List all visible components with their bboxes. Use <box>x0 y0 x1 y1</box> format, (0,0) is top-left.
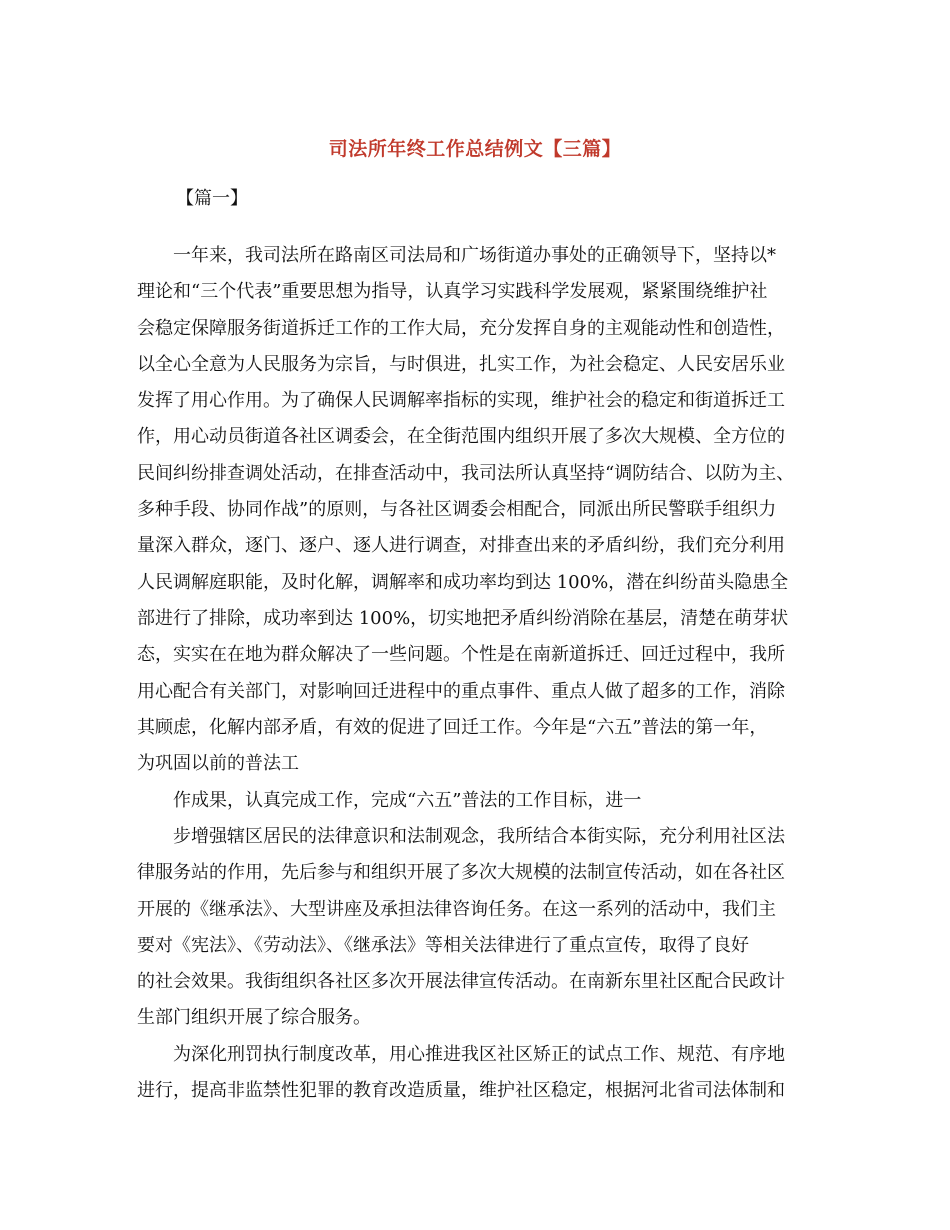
document-title: 司法所年终工作总结例文【三篇】 <box>328 138 622 160</box>
paragraph-line: 用心配合有关部门，对影响回迁进程中的重点事件、重点人做了超多的工作，消除 <box>137 681 785 702</box>
paragraph-line: 民间纠纷排查调处活动，在排查活动中，我司法所认真坚持“调防结合、以防为主、 <box>137 463 795 484</box>
paragraph-line: 以全心全意为人民服务为宗旨，与时俱进，扎实工作，为社会稳定、人民安居乐业 <box>137 354 785 375</box>
paragraph-line: 一年来，我司法所在路南区司法局和广场街道办事处的正确领导下，坚持以* <box>173 245 776 266</box>
paragraph-line: 步增强辖区居民的法律意识和法制观念，我所结合本街实际，充分利用社区法 <box>173 826 785 847</box>
paragraph-line: 会稳定保障服务街道拆迁工作的工作大局，充分发挥自身的主观能动性和创造性， <box>137 318 785 339</box>
paragraph-line: 要对《宪法》、《劳动法》、《继承法》等相关法律进行了重点宣传，取得了良好 <box>137 935 749 956</box>
section-heading: 【篇一】 <box>176 188 248 209</box>
paragraph-line: 多种手段、协同作战”的原则，与各社区调委会相配合，同派出所民警联手组织力 <box>137 499 777 520</box>
paragraph-line: 部进行了排除，成功率到达 100%，切实地把矛盾纠纷消除在基层，清楚在萌芽状 <box>137 608 789 629</box>
paragraph-line: 人民调解庭职能，及时化解，调解率和成功率均到达 100%，潜在纠纷苗头隐患全 <box>137 572 789 593</box>
paragraph-line: 作，用心动员街道各社区调委会，在全街范围内组织开展了多次大规模、全方位的 <box>137 426 785 447</box>
paragraph-line: 生部门组织开展了综合服务。 <box>137 1007 371 1028</box>
paragraph-line: 进行，提高非监禁性犯罪的教育改造质量，维护社区稳定，根据河北省司法体制和 <box>137 1080 785 1101</box>
paragraph-line: 发挥了用心作用。为了确保人民调解率指标的实现，维护社会的稳定和街道拆迁工 <box>137 390 785 411</box>
paragraph-line: 作成果，认真完成工作，完成“六五”普法的工作目标，进一 <box>173 790 642 811</box>
paragraph-line: 律服务站的作用，先后参与和组织开展了多次大规模的法制宣传活动，如在各社区 <box>137 862 785 883</box>
paragraph-line: 量深入群众，逐门、逐户、逐人进行调查，对排查出来的矛盾纠纷，我们充分利用 <box>137 535 785 556</box>
paragraph-line: 为深化刑罚执行制度改革，用心推进我区社区矫正的试点工作、规范、有序地 <box>173 1044 785 1065</box>
paragraph-line: 态，实实在在地为群众解决了一些问题。个性是在南新道拆迁、回迁过程中，我所 <box>137 644 785 665</box>
paragraph-line: 为巩固以前的普法工 <box>137 753 299 774</box>
paragraph-line: 其顾虑，化解内部矛盾，有效的促进了回迁工作。今年是“六五”普法的第一年， <box>137 717 768 738</box>
paragraph-line: 的社会效果。我街组织各社区多次开展法律宣传活动。在南新东里社区配合民政计 <box>137 971 785 992</box>
paragraph-line: 开展的《继承法》、大型讲座及承担法律咨询任务。在这一系列的活动中，我们主 <box>137 899 776 920</box>
paragraph-line: 理论和“三个代表”重要思想为指导，认真学习实践科学发展观，紧紧围绕维护社 <box>137 281 768 302</box>
